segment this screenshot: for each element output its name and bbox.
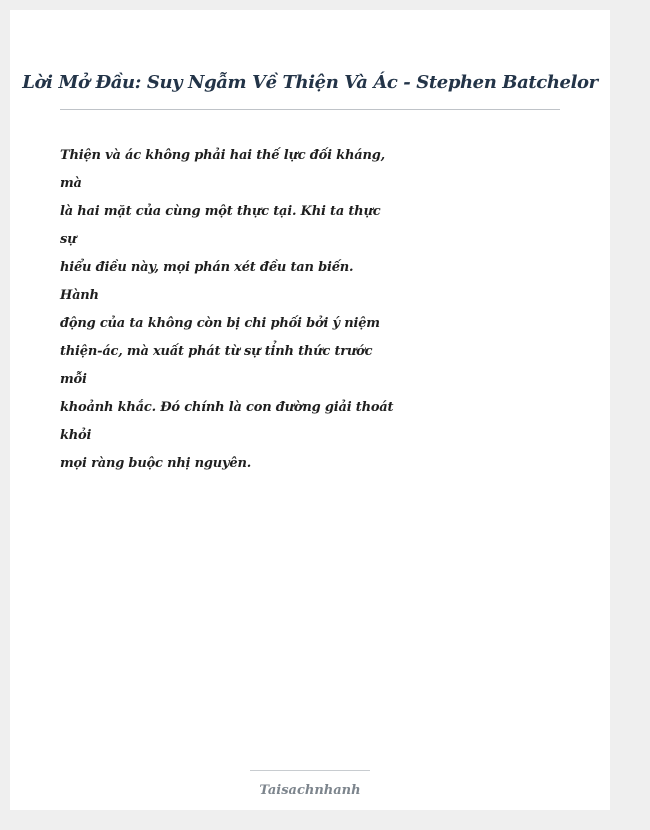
body-line: mà — [60, 176, 82, 191]
body-line: thiện-ác, mà xuất phát từ sự tỉnh thức trước — [60, 344, 373, 359]
body-text — [60, 142, 394, 478]
document-page — [10, 10, 610, 810]
body-line: Thiện và ác không phải hai thế lực đối kháng, — [60, 148, 385, 163]
footer-brand: Taisachnhanh — [259, 783, 361, 798]
body-line: khỏi — [60, 428, 92, 443]
body-line: động của ta không còn bị chi phối bởi ý niệm — [60, 316, 380, 331]
body-line: sự — [60, 232, 77, 247]
body-line: khoảnh khắc. Đó chính là con đường giải thoát — [60, 400, 394, 415]
title-divider — [60, 109, 560, 110]
body-line: mọi ràng buộc nhị nguyên. — [60, 456, 252, 471]
body-line: hiểu điều này, mọi phán xét đều tan biến. — [60, 260, 354, 275]
body-line: là hai mặt của cùng một thực tại. Khi ta thực — [60, 204, 381, 219]
document-title: Lời Mở Đầu: Suy Ngẫm Về Thiện Và Ác - Stephen Batchelor — [22, 72, 598, 93]
body-line: mỗi — [60, 372, 87, 387]
footer-divider — [250, 770, 370, 771]
body-line: Hành — [60, 288, 99, 303]
